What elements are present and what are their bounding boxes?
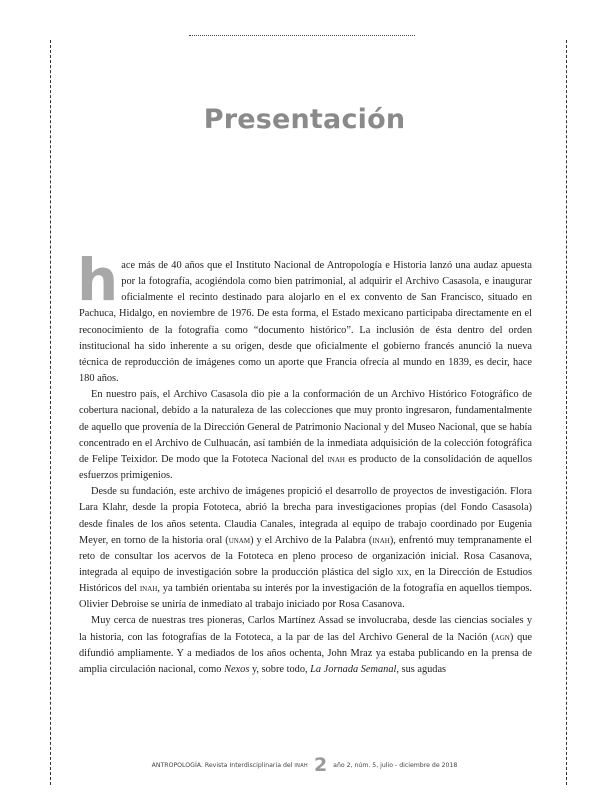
page-footer <box>0 754 609 776</box>
journal-name: ANTROPOLOGÍA. Revista Interdisciplinaria del <box>151 762 293 769</box>
acronym: inah <box>139 584 158 595</box>
crop-mark-right <box>566 40 567 785</box>
paragraph-3-text-e: , ya también orientaba su interés por la investigación de la fotografía en aquellos tiempos. Olivier Debroise se uniría de inmediato al trabajo iniciado por Rosa Casanova. <box>79 583 532 611</box>
paragraph-3-text-a: Desde su fundación, este archivo de imágenes propició el desarrollo de proyectos de investigación. Flora Lara Klahr, desde la propia Fototeca, abrió la brecha para investigaciones propias (del Fondo Casasola) desde finales de los años setenta. Claudia Canales, integrada al equipo de trabajo coordinado por Eugenia Meyer, en torno de la historia oral ( <box>79 486 532 546</box>
paragraph-4-text-b: ) que difundió ampliamente. Y a mediados de los años ochenta, John Mraz ya estaba publicando en la prensa de amplia circulación nacional, como <box>79 631 533 675</box>
paragraph-4 <box>79 613 532 678</box>
paragraph-1 <box>77 246 532 387</box>
article-body <box>77 246 533 678</box>
paragraph-3-text-c: ), enfrentó muy tempranamente el reto de consultar los acervos de la Fototeca en pleno proceso de organización inicial. Rosa Casanova, integrada al equipo de investigación sobre la producción plástica del siglo <box>79 534 532 578</box>
acronym: inah <box>372 535 390 546</box>
paragraph-2 <box>79 387 532 484</box>
crop-mark-left <box>50 40 51 785</box>
paragraph-2-text-b: es producto de la consolidación de aquellos esfuerzos primigenios. <box>79 453 532 482</box>
acronym: unam <box>228 535 251 546</box>
paragraph-3-text-b: ) y el Archivo de la Palabra ( <box>250 534 373 546</box>
acronym: inah <box>327 454 345 465</box>
page-title: Presentación <box>203 104 406 135</box>
acronym: agn <box>494 632 510 643</box>
acronym: xix <box>396 567 409 578</box>
issue-info: año 2, núm. 5, julio - diciembre de 2018 <box>333 762 458 769</box>
paragraph-3 <box>79 484 532 613</box>
paragraph-2-text-a: En nuestro país, el Archivo Casasola dio pie a la conformación de un Archivo Histórico Fotográfico de cobertura nacional, debido a la naturaleza de las colecciones que muy pronto ingresaron, fundamentalmente de aquello que provenía de la Dirección General de Patrimonio Nacional y del Museo Nacional, que se había concentrado en el Archivo de Culhuacán, así también de la inmediata adquisición de la colección fotográfica de Felipe Teixidor. De modo que la Fototeca Nacional del <box>79 389 532 465</box>
drop-cap: h <box>77 246 119 314</box>
paragraph-3-text-d: , en la Dirección de Estudios Históricos del <box>79 566 532 595</box>
journal-acronym: INAH <box>294 763 308 769</box>
paragraph-4-text-c: y, sobre todo, <box>251 663 308 675</box>
paragraph-1-text: ace más de 40 años que el Instituto Nacional de Antropología e Historia lanzó una audaz apuesta por la fotografía, acogiéndola como bien patrimonial, al adquirir el Archivo Casasola, e inaugurar oficialmente el recinto destinado para alojarlo en el ex convento de San Francisco, situado en Pachuca, Hidalgo, en noviembre de 1976. De esta forma, el Estado mexicano participaba directamente en el reconocimiento de la fotografía como “documento histórico”. La inclusión de ésta dentro del orden institucional ha sido inherente a su origen, desde que oficialmente el gobierno francés anunció la nueva técnica de reproducción de imágenes como un aporte que Francia ofrecía al mundo en 1839, es decir, hace 180 años. <box>79 260 532 385</box>
page-number: 2 <box>313 754 328 776</box>
top-rule <box>189 35 415 36</box>
paragraph-4-text-a: Muy cerca de nuestras tres pioneras, Carlos Martínez Assad se involucraba, desde las ciencias sociales y la historia, con las fotografías de la Fototeca, a la par de las del Archivo General de la Nación ( <box>79 615 532 643</box>
paragraph-4-text-d: , sus agudas <box>396 663 447 675</box>
publication-title: La Jornada Semanal <box>310 663 397 675</box>
publication-title: Nexos <box>224 663 250 675</box>
